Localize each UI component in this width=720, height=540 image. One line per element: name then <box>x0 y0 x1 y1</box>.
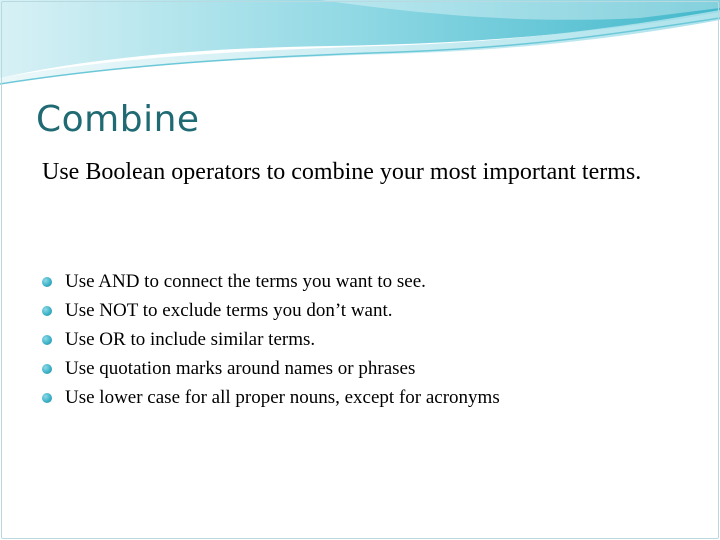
bullet-dot-icon <box>42 335 52 345</box>
bullet-dot-icon <box>42 306 52 316</box>
list-item <box>42 296 500 325</box>
bullet-dot-icon <box>42 393 52 403</box>
slide-title: Combine <box>36 99 200 140</box>
list-item-text: Use lower case for all proper nouns, except for acronyms <box>65 387 500 408</box>
list-item-text: Use OR to include similar terms. <box>65 329 316 350</box>
list-item-text: Use NOT to exclude terms you don’t want. <box>65 300 393 321</box>
list-item-text: Use AND to connect the terms you want to see. <box>65 271 426 292</box>
list-item <box>42 383 500 412</box>
bullet-dot-icon <box>42 364 52 374</box>
lead-paragraph: Use Boolean operators to combine your most important terms. <box>42 159 642 185</box>
bullet-list <box>42 267 500 412</box>
header-wave-decoration <box>0 0 720 92</box>
list-item <box>42 325 500 354</box>
list-item-text: Use quotation marks around names or phrases <box>65 358 416 379</box>
list-item <box>42 267 500 296</box>
bullet-dot-icon <box>42 277 52 287</box>
list-item <box>42 354 500 383</box>
